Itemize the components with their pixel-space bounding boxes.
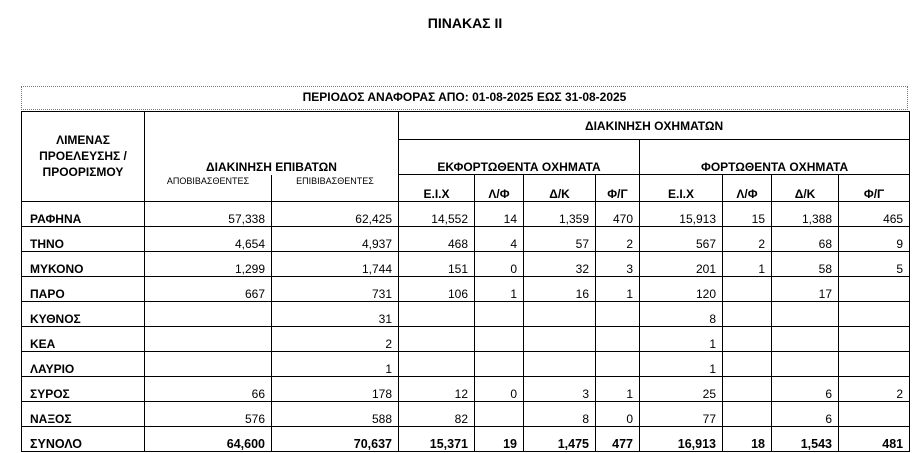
header-passengers: ΔΙΑΚΙΝΗΣΗ ΕΠΙΒΑΤΩΝ [145,112,399,175]
value-cell [596,351,640,376]
total-label: ΣΥΝΟΛΟ [22,426,145,451]
value-cell: 1 [272,351,399,376]
value-cell: 12 [399,376,475,401]
value-cell [596,326,640,351]
value-cell [723,301,772,326]
value-cell: 4 [475,226,524,251]
value-cell [839,276,910,301]
header-loaded-fg: Φ/Γ [839,175,910,202]
value-cell: 588 [272,401,399,426]
value-cell: 1,475 [524,426,596,451]
value-cell: 4,937 [272,226,399,251]
page-title: ΠΙΝΑΚΑΣ ΙΙ [427,15,503,31]
value-cell: 201 [640,251,723,276]
value-cell: 82 [399,401,475,426]
header-unloaded-vehicles: ΕΚΦΟΡΤΩΘΕΝΤΑ ΟΧΗΜΑΤΑ [399,140,640,175]
value-cell: 0 [475,251,524,276]
table-row [22,376,910,401]
value-cell [723,276,772,301]
port-name: ΜΥΚΟΝΟ [22,251,145,276]
value-cell: 14 [475,201,524,226]
value-cell: 1,299 [145,251,272,276]
value-cell: 468 [399,226,475,251]
reporting-period: ΠΕΡΙΟΔΟΣ ΑΝΑΦΟΡΑΣ ΑΠΟ: 01-08-2025 ΕΩΣ 31-08-2025 [21,86,908,110]
value-cell: 2 [272,326,399,351]
value-cell: 16,913 [640,426,723,451]
value-cell: 106 [399,276,475,301]
value-cell: 576 [145,401,272,426]
value-cell [145,351,272,376]
value-cell: 62,425 [272,201,399,226]
table-row [22,301,910,326]
value-cell [475,401,524,426]
value-cell: 1 [640,351,723,376]
header-loaded-lf: Λ/Φ [723,175,772,202]
value-cell: 57,338 [145,201,272,226]
value-cell [772,351,839,376]
value-cell: 8 [640,301,723,326]
value-cell: 70,637 [272,426,399,451]
value-cell: 4,654 [145,226,272,251]
value-cell [723,351,772,376]
table-row [22,401,910,426]
value-cell: 64,600 [145,426,272,451]
value-cell: 2 [723,226,772,251]
value-cell: 470 [596,201,640,226]
value-cell [723,401,772,426]
value-cell: 17 [772,276,839,301]
value-cell: 58 [772,251,839,276]
value-cell: 15,371 [399,426,475,451]
value-cell: 31 [272,301,399,326]
value-cell: 1 [723,251,772,276]
header-unloaded-fg: Φ/Γ [596,175,640,202]
header-loaded-dk: Δ/Κ [772,175,839,202]
value-cell: 14,552 [399,201,475,226]
table-row [22,276,910,301]
value-cell: 68 [772,226,839,251]
value-cell: 120 [640,276,723,301]
value-cell [524,301,596,326]
value-cell: 16 [524,276,596,301]
port-name: ΛΑΥΡΙΟ [22,351,145,376]
value-cell: 8 [524,401,596,426]
value-cell: 465 [839,201,910,226]
value-cell: 477 [596,426,640,451]
header-unloaded-lf: Λ/Φ [475,175,524,202]
value-cell: 2 [839,376,910,401]
traffic-table [21,111,910,452]
table-row [22,201,910,226]
value-cell: 57 [524,226,596,251]
header-vehicles: ΔΙΑΚΙΝΗΣΗ ΟΧΗΜΑΤΩΝ [399,112,910,140]
value-cell: 178 [272,376,399,401]
value-cell [839,351,910,376]
value-cell: 6 [772,401,839,426]
value-cell: 6 [772,376,839,401]
value-cell [145,326,272,351]
value-cell [596,301,640,326]
value-cell: 3 [596,251,640,276]
value-cell: 15 [723,201,772,226]
header-loaded-vehicles: ΦΟΡΤΩΘΕΝΤΑ ΟΧΗΜΑΤΑ [640,140,910,175]
value-cell: 1 [640,326,723,351]
value-cell: 77 [640,401,723,426]
table-row [22,226,910,251]
value-cell [399,351,475,376]
value-cell [145,301,272,326]
header-embarked: ΕΠΙΒΙΒΑΣΘΕΝΤΕΣ [272,175,399,202]
table-row [22,351,910,376]
value-cell: 1,744 [272,251,399,276]
value-cell [475,326,524,351]
value-cell: 19 [475,426,524,451]
value-cell: 32 [524,251,596,276]
value-cell: 1,388 [772,201,839,226]
value-cell: 151 [399,251,475,276]
value-cell: 1 [596,276,640,301]
header-disembarked: ΑΠΟΒΙΒΑΣΘΕΝΤΕΣ [145,175,272,202]
value-cell: 5 [839,251,910,276]
port-name: ΠΑΡΟ [22,276,145,301]
value-cell [839,401,910,426]
value-cell: 25 [640,376,723,401]
value-cell: 1,543 [772,426,839,451]
value-cell [839,326,910,351]
port-name: ΡΑΦΗΝΑ [22,201,145,226]
header-unloaded-dk: Δ/Κ [524,175,596,202]
table-row [22,326,910,351]
value-cell: 667 [145,276,272,301]
header-port: ΛΙΜΕΝΑΣ ΠΡΟΕΛΕΥΣΗΣ / ΠΡΟΟΡΙΣΜΟΥ [22,112,145,202]
value-cell: 0 [596,401,640,426]
value-cell [475,301,524,326]
value-cell: 731 [272,276,399,301]
value-cell [399,326,475,351]
port-name: ΝΑΞΟΣ [22,401,145,426]
value-cell: 1 [596,376,640,401]
value-cell [399,301,475,326]
value-cell [723,326,772,351]
value-cell: 9 [839,226,910,251]
value-cell: 2 [596,226,640,251]
header-loaded-eix: Ε.Ι.Χ [640,175,723,202]
table-row [22,251,910,276]
value-cell: 481 [839,426,910,451]
value-cell [475,351,524,376]
value-cell: 3 [524,376,596,401]
port-name: ΣΥΡΟΣ [22,376,145,401]
total-row [22,426,910,451]
value-cell [524,351,596,376]
value-cell: 1 [475,276,524,301]
value-cell [524,326,596,351]
value-cell: 15,913 [640,201,723,226]
value-cell [772,326,839,351]
value-cell [772,301,839,326]
header-unloaded-eix: Ε.Ι.Χ [399,175,475,202]
port-name: ΚΥΘΝΟΣ [22,301,145,326]
value-cell: 0 [475,376,524,401]
value-cell: 567 [640,226,723,251]
port-name: ΤΗΝΟ [22,226,145,251]
value-cell: 66 [145,376,272,401]
value-cell: 1,359 [524,201,596,226]
port-name: ΚΕΑ [22,326,145,351]
value-cell [839,301,910,326]
value-cell: 18 [723,426,772,451]
value-cell [723,376,772,401]
